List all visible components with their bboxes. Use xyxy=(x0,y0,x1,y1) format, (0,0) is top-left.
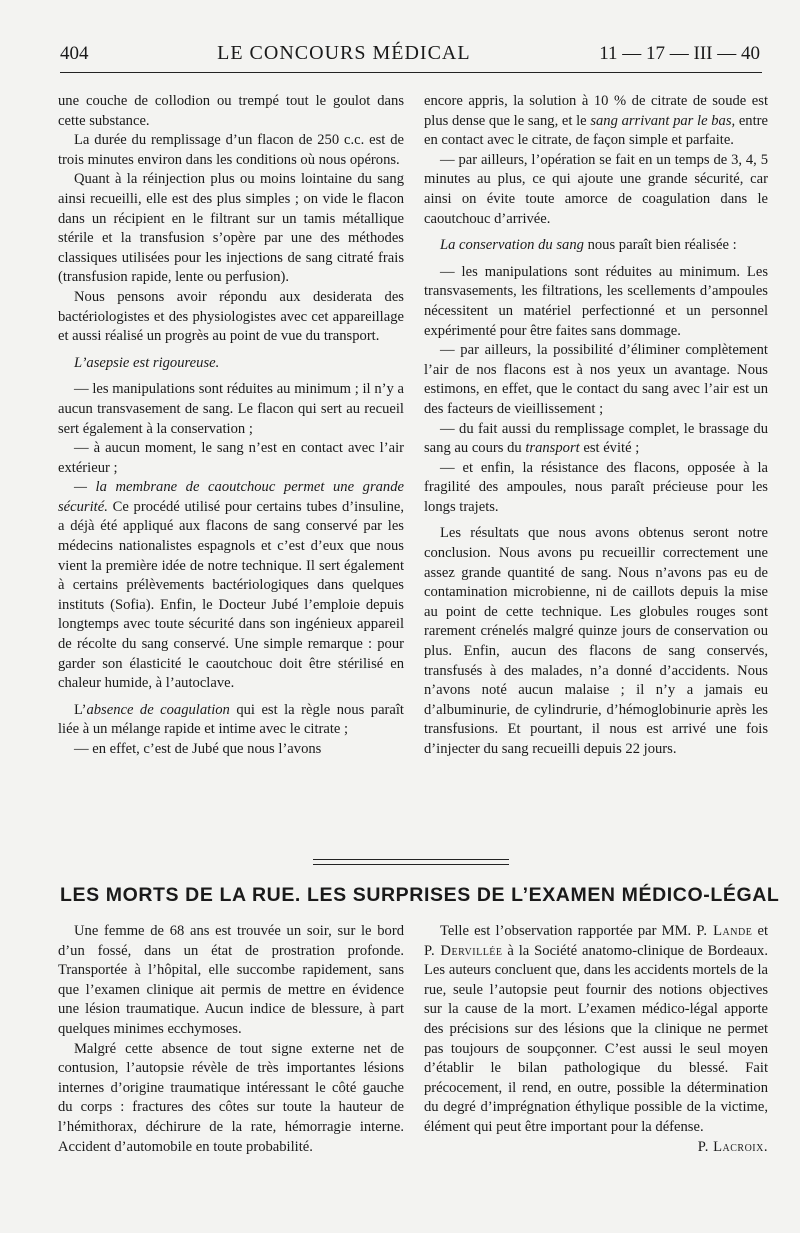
paragraph: — du fait aussi du remplissage complet, le brassage du sang au cours du transport est évité ; xyxy=(424,420,768,457)
paragraph: — la membrane de caoutchouc permet une grande sécurité. Ce procédé utilisé pour certains tubes d’insuline, a déjà été appliqué aux flacons de sang conservé par les médecins nationalistes espagnols et c’est d’eux que nous vient la première idée de notre technique. Il sert également à certains prélèvements bactériologiques dans quelques instituts (Sofia). Enfin, le Docteur Jubé l’emploie depuis longtemps avec toute sécurité dans son ingénieux appareil de récolte du sang conservé. Une simple remarque : pour garder son élasticité le caoutchouc doit être stérilisé en chaleur humide, à l’autoclave. xyxy=(58,479,404,692)
paragraph: — à aucun moment, le sang n’est en contact avec l’air extérieur ; xyxy=(58,440,404,476)
article2-right-column xyxy=(424,922,768,1157)
header-rule xyxy=(60,72,762,73)
page-header xyxy=(60,42,760,70)
paragraph: Malgré cette absence de tout signe externe net de contusion, l’autopsie révèle de très importantes lésions internes d’origine traumatique intéressant le côté gauche du corps : fractures des côtes sur toute la hauteur de l’hémithorax, déchirure de la rate, hémorragie interne. Accident d’automobile en toute probabilité. xyxy=(58,1040,404,1155)
paragraph: Quant à la réinjection plus ou moins lointaine du sang ainsi recueilli, elle est des plus simples ; on vide le flacon dans un récipient en le filtrant sur un tamis métallique stérile et la transfusion s’opère par une des méthodes classiques utilisées pour les injections de sang citraté frais (transfusion rapide, lente ou perfusion). xyxy=(58,171,404,286)
subheading: L’asepsie est rigoureuse. xyxy=(74,354,220,371)
article1-right-column xyxy=(424,92,768,760)
journal-title: LE CONCOURS MÉDICAL xyxy=(217,42,471,64)
paragraph: encore appris, la solution à 10 % de citrate de soude est plus dense que le sang, et le sang arrivant par le bas, entre en contact avec le citrate, de façon simple et parfaite. xyxy=(424,93,768,149)
section-divider xyxy=(313,859,509,860)
section-divider xyxy=(313,864,509,865)
paragraph: Telle est l’observation rapportée par MM. P. Lande et P. Dervillée à la Société anatomo-clinique de Bordeaux. Les auteurs concluent que, dans les accidents mortels de la rue, seule l’autopsie peut fournir des notions objectives sur la cause de la mort. L’examen médico-légal apporte des précisions sur des lésions que la clinique ne permet pas toujours de soupçonner. C’est aussi le seul moyen d’établir le bilan pathologique du blessé. Fait précocement, il rend, en outre, possible la détermination du degré d’imprégnation éthylique possible de la victime, élément qui peut être important pour la défense. xyxy=(424,923,769,1135)
paragraph: — les manipulations sont réduites au minimum. Les transvasements, les filtrations, les scellements d’ampoules nécessitent un matériel perfectionné et un personnel expérimenté pour être faites sans dommage. xyxy=(424,263,768,339)
article1-left-column xyxy=(58,92,404,760)
paragraph: La durée du remplissage d’un flacon de 250 c.c. est de trois minutes environ dans les conditions où nous opérons. xyxy=(58,132,404,168)
issue-date: 11 — 17 — III — 40 xyxy=(599,43,760,64)
paragraph: Nous pensons avoir répondu aux desiderata des bactériologistes et des physiologistes avec cet appareillage et aussi réalisé un progrès au point de vue du transport. xyxy=(58,288,404,345)
paragraph: La conservation du sang nous paraît bien réalisée : xyxy=(440,237,737,254)
article2-left-column xyxy=(58,922,404,1157)
paragraph: — en effet, c’est de Jubé que nous l’avons xyxy=(74,741,322,757)
paragraph: Les résultats que nous avons obtenus seront notre conclusion. Nous avons pu recueillir correctement une assez grande quantité de sang. Nous n’avons pas eu de contamination microbienne, ni de caillots depuis la mise au point de cette technique. Les globules rouges sont rarement crénelés malgré quinze jours de conservation ou plus. Enfin, aucun des flacons de sang conservés, transfusés à des malades, n’a donné d’accidents. Nous n’avons noté aucun malaise ; il n’y a jamais eu d’albuminurie, de cylindrurie, d’hémoglobinurie après les transfusions. Et pourtant, il nous est arrivé une fois d’injecter du sang recueilli depuis 22 jours. xyxy=(424,525,768,757)
author-signature: P. Lacroix. xyxy=(697,1138,768,1155)
paragraph: L’absence de coagulation qui est la règle nous paraît liée à un mélange rapide et intime avec le citrate ; xyxy=(58,701,404,738)
article2-title: LES MORTS DE LA RUE. LES SURPRISES DE L’EXAMEN MÉDICO-LÉGAL xyxy=(60,884,780,906)
paragraph: — par ailleurs, la possibilité d’éliminer complètement l’air de nos flacons est à nos yeux un avantage. Nous estimons, en effet, que le contact du sang avec l’air est un des facteurs de vieillissement ; xyxy=(424,342,768,417)
paragraph: — les manipulations sont réduites au minimum ; il n’y a aucun transvasement de sang. Le flacon qui sert au recueil sert également à la conservation ; xyxy=(58,381,404,437)
paragraph: une couche de collodion ou trempé tout le goulot dans cette substance. xyxy=(58,93,404,129)
paragraph: — et enfin, la résistance des flacons, opposée à la fragilité des ampoules, nous paraît précieuse pour les longs trajets. xyxy=(424,459,768,515)
page-number: 404 xyxy=(60,43,89,64)
paragraph: — par ailleurs, l’opération se fait en un temps de 3, 4, 5 minutes au plus, ce qui ajoute une grande sécurité, car ainsi on évite toute amorce de coagulation dans le caoutchouc d’arrivée. xyxy=(424,151,768,227)
paragraph: Une femme de 68 ans est trouvée un soir, sur le bord d’un fossé, dans un état de prostration profonde. Transportée à l’hôpital, elle succombe rapidement, sans que l’examen clinique ait permis de mettre en évidence une lésion traumatique. Aucun indice de blessure, à part quelques minimes ecchymoses. xyxy=(58,923,404,1037)
